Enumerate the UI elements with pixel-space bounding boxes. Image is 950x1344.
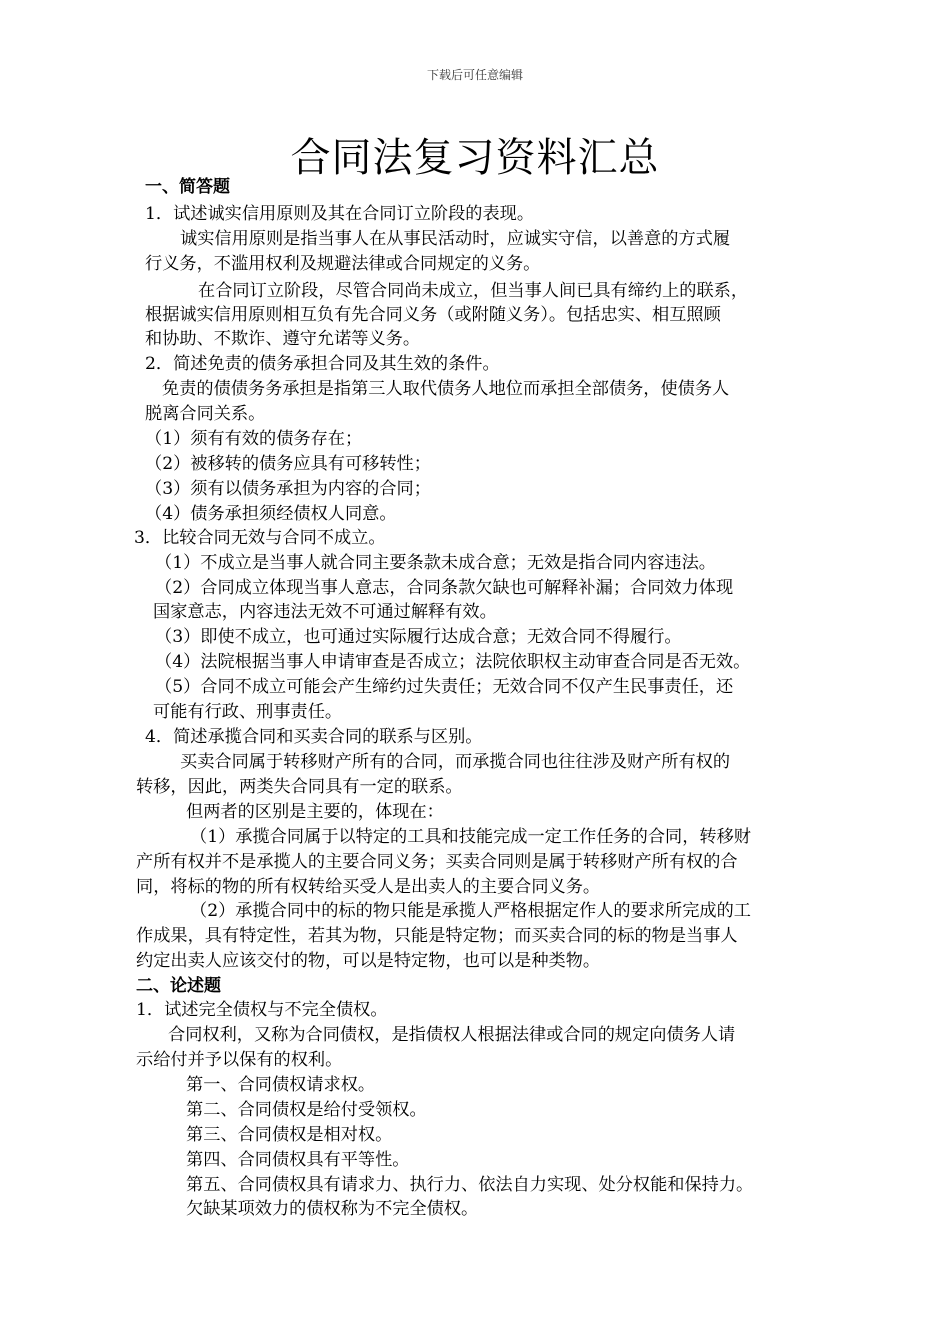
list-item: （3）须有以债务承担为内容的合同； [145,479,431,499]
section-heading: 二、论述题 [136,976,221,996]
paragraph-line: 行义务，不滥用权利及规避法律或合同规定的义务。 [145,254,541,274]
paragraph-line: 示给付并予以保有的权利。 [136,1050,343,1070]
paragraph-line: 根据诚实信用原则相互负有先合同义务（或附随义务）。包括忠实、相互照顾 [145,305,721,325]
question-heading: 3．比较合同无效与合同不成立。 [134,528,386,548]
paragraph-line: 和协助、不欺诈、遵守允诺等义务。 [145,329,421,349]
list-item: （4）债务承担须经债权人同意。 [145,504,397,524]
question-heading: 2．简述免责的债务承担合同及其生效的条件。 [145,354,500,374]
list-item: （4）法院根据当事人申请审查是否成立；法院依职权主动审查合同是否无效。 [155,652,751,672]
paragraph-line: 产所有权并不是承揽人的主要合同义务；买卖合同则是属于转移财产所有权的合 [136,852,738,872]
question-heading: 1．试述诚实信用原则及其在合同订立阶段的表现。 [145,204,535,224]
paragraph-line: 买卖合同属于转移财产所有的合同，而承揽合同也往往涉及财产所有权的 [180,752,731,772]
list-item: （1）不成立是当事人就合同主要条款未成合意；无效是指合同内容违法。 [155,553,716,573]
list-item: （2）承揽合同中的标的物只能是承揽人严格根据定作人的要求所完成的工 [190,901,751,921]
paragraph-line: 免责的债债务务承担是指第三人取代债务人地位而承担全部债务，使债务人 [162,379,730,399]
list-item: 第三、合同债权是相对权。 [186,1125,393,1145]
paragraph-line: 合同权利，又称为合同债权，是指债权人根据法律或合同的规定向债务人请 [168,1025,736,1045]
list-item: 第二、合同债权是给付受领权。 [186,1100,427,1120]
list-item: （1）须有有效的债务存在； [145,429,363,449]
list-item: 第五、合同债权具有请求力、执行力、依法自力实现、处分权能和保持力。 [186,1175,754,1195]
paragraph-line: 同，将标的物的所有权转给买受人是出卖人的主要合同义务。 [136,877,601,897]
list-item: （5）合同不成立可能会产生缔约过失责任；无效合同不仅产生民事责任，还 [155,677,734,697]
question-heading: 4．简述承揽合同和买卖合同的联系与区别。 [145,727,483,747]
paragraph-line: 在合同订立阶段，尽管合同尚未成立，但当事人间已具有缔约上的联系， [198,281,749,301]
list-item: （3）即使不成立，也可通过实际履行达成合意；无效合同不得履行。 [155,627,682,647]
paragraph-line: 诚实信用原则是指当事人在从事民活动时，应诚实守信，以善意的方式履 [180,229,731,249]
paragraph-line: 国家意志，内容违法无效不可通过解释有效。 [153,602,497,622]
list-item: （2）被移转的债务应具有可移转性； [145,454,431,474]
paragraph-line: 约定出卖人应该交付的物，可以是特定物，也可以是种类物。 [136,951,601,971]
section-heading: 一、简答题 [145,177,230,197]
paragraph-line: 脱离合同关系。 [145,404,266,424]
paragraph-line: 但两者的区别是主要的，体现在： [186,802,444,822]
list-item: 第一、合同债权请求权。 [186,1075,376,1095]
paragraph-line: 转移，因此，两类失合同具有一定的联系。 [136,777,463,797]
list-item: 第四、合同债权具有平等性。 [186,1150,410,1170]
question-heading: 1．试述完全债权与不完全债权。 [136,1000,388,1020]
page-header: 下载后可任意编辑 [426,68,523,82]
paragraph-line: 作成果，具有特定性，若其为物，只能是特定物；而买卖合同的标的物是当事人 [136,926,738,946]
list-item: （1）承揽合同属于以特定的工具和技能完成一定工作任务的合同，转移财 [190,827,751,847]
document-title: 合同法复习资料汇总 [290,135,660,181]
paragraph-line: 可能有行政、刑事责任。 [153,702,343,722]
list-item: （2）合同成立体现当事人意志，合同条款欠缺也可解释补漏；合同效力体现 [155,578,734,598]
paragraph-line: 欠缺某项效力的债权称为不完全债权。 [186,1199,479,1219]
